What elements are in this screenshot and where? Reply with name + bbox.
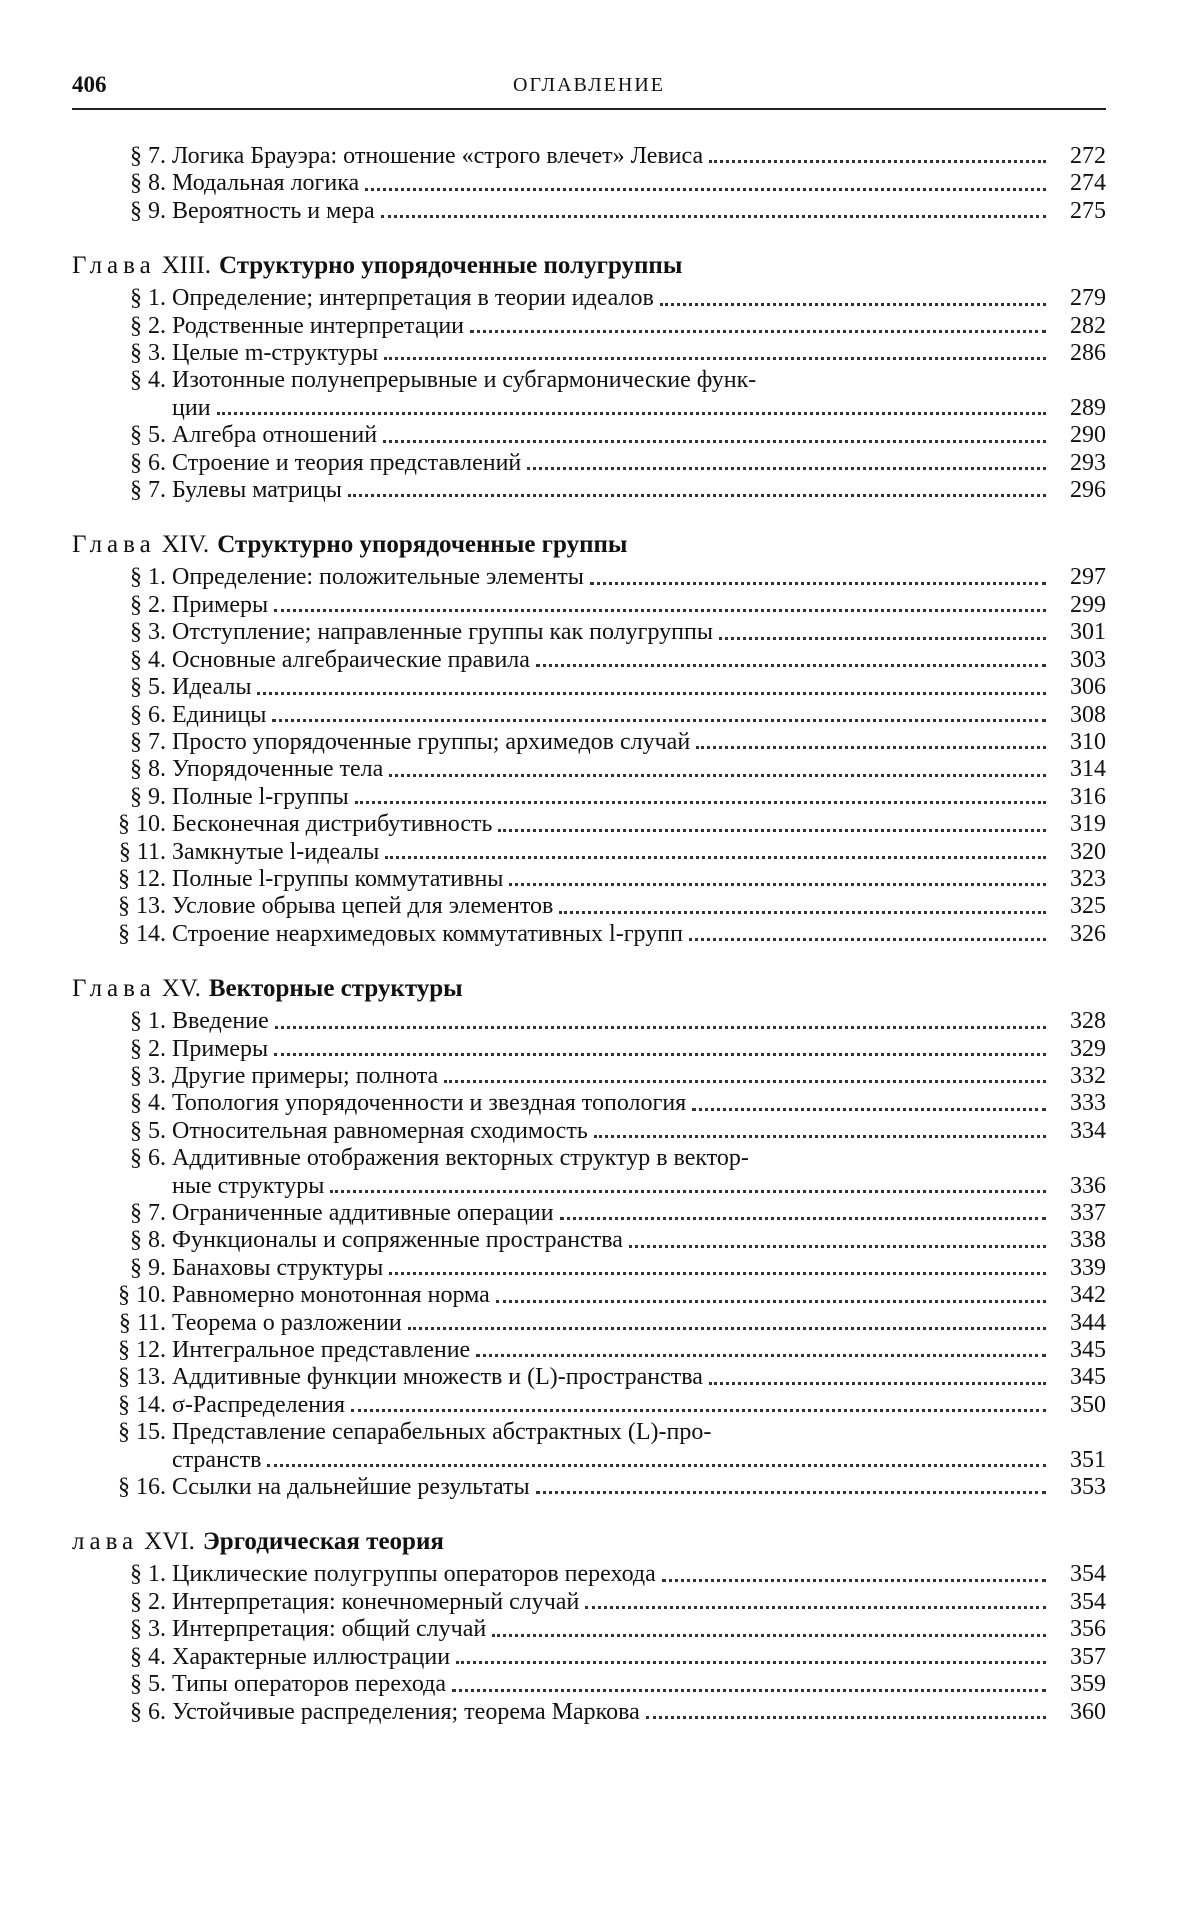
section-number: § 2. — [130, 312, 166, 339]
running-title: ОГЛАВЛЕНИЕ — [513, 74, 665, 96]
toc-entry — [72, 1063, 1106, 1090]
dot-leader — [351, 1409, 1046, 1412]
entry-title-continued: ции — [172, 394, 211, 421]
page-number: 406 — [72, 72, 107, 97]
dot-leader — [470, 330, 1046, 333]
section-number: § 3. — [130, 1616, 166, 1643]
entry-title: Аддитивные отображения векторных структур в вектор- — [172, 1145, 749, 1172]
section-number: § 10. — [118, 811, 166, 838]
chapter-number: XVI. — [144, 1528, 195, 1556]
toc-entry — [72, 1090, 1106, 1117]
dot-leader — [527, 467, 1046, 470]
entry-title: Булевы матрицы — [172, 477, 342, 504]
page-ref: 332 — [1070, 1062, 1106, 1089]
toc-entry — [72, 477, 1106, 504]
dot-leader — [496, 1300, 1046, 1303]
entry-title: Изотонные полунепрерывные и субгармонические функ- — [172, 367, 757, 394]
page-ref: 282 — [1070, 312, 1106, 339]
chapter-label: Глава — [72, 252, 156, 280]
chapter-heading — [72, 1527, 1106, 1557]
page-ref: 342 — [1070, 1282, 1106, 1309]
section-number: § 5. — [130, 1671, 166, 1698]
dot-leader — [452, 1689, 1046, 1692]
entry-title: Строение и теория представлений — [172, 449, 522, 476]
section-number: § 9. — [130, 783, 166, 810]
spacer — [72, 225, 1106, 239]
toc-entry — [72, 647, 1106, 674]
page-ref: 274 — [1070, 170, 1106, 197]
entry-title: Модальная логика — [172, 170, 360, 197]
toc-entry-line — [72, 1145, 1106, 1172]
toc-entry — [72, 592, 1106, 619]
section-number: § 6. — [130, 1145, 166, 1172]
table-of-contents — [72, 143, 1106, 1726]
toc-entry — [72, 1036, 1106, 1063]
entry-title: Циклические полугруппы операторов перехода — [172, 1561, 656, 1588]
dot-leader — [719, 637, 1046, 640]
section-number: § 1. — [130, 285, 166, 312]
entry-title: Интегральное представление — [172, 1337, 471, 1364]
page-ref: 329 — [1070, 1035, 1106, 1062]
toc-entry — [72, 674, 1106, 701]
section-number: § 13. — [118, 893, 166, 920]
chapter-number: XIV. — [161, 531, 210, 559]
toc-entry — [72, 422, 1106, 449]
dot-leader — [709, 1382, 1046, 1385]
page-ref: 286 — [1070, 340, 1106, 367]
entry-title: Равномерно монотонная норма — [172, 1282, 490, 1309]
entry-title: σ-Распределения — [172, 1391, 345, 1418]
page-ref: 338 — [1070, 1227, 1106, 1254]
entry-title: Определение; интерпретация в теории идеалов — [172, 285, 654, 312]
entry-title: Упорядоченные тела — [172, 756, 384, 783]
section-number: § 13. — [118, 1364, 166, 1391]
section-number: § 5. — [130, 674, 166, 701]
page-ref: 319 — [1070, 811, 1106, 838]
page-ref: 299 — [1070, 591, 1106, 618]
page-ref: 339 — [1070, 1254, 1106, 1281]
page-ref: 336 — [1070, 1172, 1106, 1199]
section-number: § 8. — [130, 756, 166, 783]
toc-entry — [72, 198, 1106, 225]
toc-entry — [72, 1671, 1106, 1698]
entry-title: Интерпретация: общий случай — [172, 1616, 487, 1643]
dot-leader — [389, 774, 1046, 777]
dot-leader — [384, 357, 1046, 360]
page-ref: 293 — [1070, 449, 1106, 476]
page-ref: 275 — [1070, 197, 1106, 224]
entry-title: Алгебра отношений — [172, 422, 378, 449]
chapter-label: лава — [72, 1528, 139, 1556]
chapter-heading — [72, 530, 1106, 560]
dot-leader — [355, 801, 1046, 804]
section-number: § 3. — [130, 1062, 166, 1089]
toc-entry — [72, 1561, 1106, 1588]
chapter-heading — [72, 974, 1106, 1004]
entry-title: Вероятность и мера — [172, 197, 375, 224]
page-ref: 354 — [1070, 1561, 1106, 1588]
entry-title: Примеры — [172, 591, 269, 618]
entry-title: Единицы — [172, 701, 267, 728]
dot-leader — [629, 1245, 1046, 1248]
dot-leader — [594, 1135, 1046, 1138]
entry-title: Полные l-группы коммутативны — [172, 865, 504, 892]
entry-title: Бесконечная дистрибутивность — [172, 811, 493, 838]
section-number: § 5. — [130, 1117, 166, 1144]
toc-entry — [72, 756, 1106, 783]
page-ref: 279 — [1070, 285, 1106, 312]
dot-leader — [456, 1661, 1046, 1664]
page-ref: 314 — [1070, 756, 1106, 783]
toc-entry — [72, 702, 1106, 729]
section-number: § 7. — [130, 143, 166, 169]
entry-title: Представление сепарабельных абстрактных (L)-про- — [172, 1419, 712, 1446]
entry-title: Типы операторов перехода — [172, 1671, 446, 1698]
section-number: § 15. — [118, 1419, 166, 1446]
chapter-number: XIII. — [161, 252, 211, 280]
dot-leader — [257, 692, 1046, 695]
entry-title: Полные l-группы — [172, 783, 349, 810]
toc-entry — [72, 729, 1106, 756]
section-number: § 4. — [130, 367, 166, 394]
dot-leader — [590, 582, 1046, 585]
dot-leader — [709, 160, 1046, 163]
section-number: § 7. — [130, 728, 166, 755]
toc-entry — [72, 1282, 1106, 1309]
toc-entry — [72, 1227, 1106, 1254]
toc-entry — [72, 1200, 1106, 1227]
entry-title: Характерные иллюстрации — [172, 1643, 451, 1670]
page-ref: 333 — [1070, 1090, 1106, 1117]
section-number: § 9. — [130, 1254, 166, 1281]
toc-entry — [72, 893, 1106, 920]
dot-leader — [275, 1026, 1046, 1029]
toc-entry — [72, 395, 1106, 422]
page-ref: 308 — [1070, 701, 1106, 728]
entry-title: Введение — [172, 1008, 269, 1035]
chapter-title: Векторные структуры — [208, 975, 463, 1003]
dot-leader — [585, 1606, 1046, 1609]
entry-title: Родственные интерпретации — [172, 312, 465, 339]
section-number: § 12. — [118, 1337, 166, 1364]
dot-leader — [408, 1327, 1046, 1330]
dot-leader — [559, 911, 1046, 914]
page-ref: 345 — [1070, 1337, 1106, 1364]
entry-title: Другие примеры; полнота — [172, 1062, 439, 1089]
chapter-title: Эргодическая теория — [202, 1528, 444, 1556]
page-ref: 306 — [1070, 674, 1106, 701]
entry-title: Ссылки на дальнейшие результаты — [172, 1474, 530, 1501]
page-ref: 301 — [1070, 619, 1106, 646]
entry-title: Относительная равномерная сходимость — [172, 1117, 588, 1144]
toc-entry — [72, 1118, 1106, 1145]
section-number: § 6. — [130, 701, 166, 728]
page-ref: 351 — [1070, 1446, 1106, 1473]
entry-title: Строение неархимедовых коммутативных l-групп — [172, 920, 683, 947]
chapter-label: Глава — [72, 975, 156, 1003]
page-ref: 272 — [1070, 143, 1106, 169]
section-number: § 1. — [130, 564, 166, 591]
dot-leader — [274, 1053, 1046, 1056]
entry-title: Ограниченные аддитивные операции — [172, 1200, 554, 1226]
dot-leader — [696, 746, 1046, 749]
dot-leader — [385, 856, 1046, 859]
page-ref: 323 — [1070, 865, 1106, 892]
section-number: § 8. — [130, 170, 166, 197]
section-number: § 12. — [118, 865, 166, 892]
dot-leader — [492, 1634, 1046, 1637]
entry-title: Банаховы структуры — [172, 1254, 384, 1281]
page-ref: 345 — [1070, 1364, 1106, 1391]
page-ref: 326 — [1070, 920, 1106, 947]
toc-entry — [72, 564, 1106, 591]
entry-title: Основные алгебраические правила — [172, 646, 530, 673]
section-number: § 1. — [130, 1008, 166, 1035]
toc-entry — [72, 170, 1106, 197]
entry-title: Устойчивые распределения; теорема Маркова — [172, 1698, 640, 1725]
page-ref: 359 — [1070, 1671, 1106, 1698]
section-number: § 3. — [130, 340, 166, 367]
page-ref: 316 — [1070, 783, 1106, 810]
toc-entry — [72, 313, 1106, 340]
page-ref: 350 — [1070, 1391, 1106, 1418]
toc-entry-line — [72, 1419, 1106, 1446]
toc-entry — [72, 921, 1106, 948]
page-ref: 289 — [1070, 394, 1106, 421]
page-ref: 297 — [1070, 564, 1106, 591]
dot-leader — [536, 1491, 1046, 1494]
entry-title: Определение: положительные элементы — [172, 564, 584, 591]
section-number: § 4. — [130, 1090, 166, 1117]
toc-entry — [72, 811, 1106, 838]
section-number: § 2. — [130, 1035, 166, 1062]
toc-entry — [72, 1447, 1106, 1474]
dot-leader — [274, 609, 1046, 612]
toc-entry — [72, 1337, 1106, 1364]
dot-leader — [348, 494, 1046, 497]
section-number: § 8. — [130, 1227, 166, 1254]
spacer — [72, 504, 1106, 518]
toc-entry — [72, 1699, 1106, 1726]
toc-entry — [72, 1008, 1106, 1035]
toc-entry — [72, 1364, 1106, 1391]
page-ref: 328 — [1070, 1008, 1106, 1035]
page-ref: 354 — [1070, 1588, 1106, 1615]
spacer — [72, 948, 1106, 962]
toc-entry — [72, 1173, 1106, 1200]
entry-title: Интерпретация: конечномерный случай — [172, 1588, 580, 1615]
section-number: § 11. — [118, 838, 166, 865]
page-ref: 290 — [1070, 422, 1106, 449]
entry-title-continued: странств — [172, 1446, 262, 1473]
toc-entry — [72, 1589, 1106, 1616]
entry-title: Замкнутые l-идеалы — [172, 838, 380, 865]
dot-leader — [662, 1579, 1046, 1582]
entry-title: Просто упорядоченные группы; архимедов случай — [172, 728, 691, 755]
entry-title: Аддитивные функции множеств и (L)-пространства — [172, 1364, 703, 1391]
section-number: § 7. — [130, 1200, 166, 1226]
dot-leader — [689, 938, 1046, 941]
page-ref: 353 — [1070, 1474, 1106, 1501]
entry-title: Логика Брауэра: отношение «строго влечет» Левиса — [172, 143, 704, 169]
dot-leader — [272, 719, 1046, 722]
entry-title: Идеалы — [172, 674, 252, 701]
section-number: § 4. — [130, 646, 166, 673]
section-number: § 16. — [118, 1474, 166, 1501]
toc-entry — [72, 143, 1106, 170]
entry-title: Теорема о разложении — [172, 1309, 402, 1336]
toc-entry — [72, 1616, 1106, 1643]
entry-title: Примеры — [172, 1035, 269, 1062]
page-ref: 303 — [1070, 646, 1106, 673]
dot-leader — [536, 664, 1046, 667]
entry-title-continued: ные структуры — [172, 1172, 325, 1199]
toc-entry — [72, 1644, 1106, 1671]
toc-entry-line — [72, 367, 1106, 394]
section-number: § 14. — [118, 920, 166, 947]
section-number: § 2. — [130, 591, 166, 618]
entry-title: Целые m-структуры — [172, 340, 379, 367]
page-ref: 357 — [1070, 1643, 1106, 1670]
toc-entry — [72, 1392, 1106, 1419]
toc-entry — [72, 1255, 1106, 1282]
entry-title: Топология упорядоченности и звездная топология — [172, 1090, 687, 1117]
toc-entry — [72, 839, 1106, 866]
toc-entry — [72, 784, 1106, 811]
toc-entry — [72, 450, 1106, 477]
dot-leader — [330, 1190, 1046, 1193]
section-number: § 9. — [130, 197, 166, 224]
section-number: § 10. — [118, 1282, 166, 1309]
toc-entry — [72, 1310, 1106, 1337]
dot-leader — [476, 1354, 1046, 1357]
section-number: § 14. — [118, 1391, 166, 1418]
section-number: § 4. — [130, 1643, 166, 1670]
chapter-heading — [72, 251, 1106, 281]
dot-leader — [383, 440, 1046, 443]
toc-entry — [72, 285, 1106, 312]
dot-leader — [365, 188, 1046, 191]
dot-leader — [498, 829, 1046, 832]
section-number: § 3. — [130, 619, 166, 646]
toc-entry — [72, 866, 1106, 893]
section-number: § 11. — [118, 1309, 166, 1336]
chapter-title: Структурно упорядоченные группы — [217, 531, 628, 559]
page-ref: 344 — [1070, 1309, 1106, 1336]
page-ref: 325 — [1070, 893, 1106, 920]
toc-entry — [72, 340, 1106, 367]
dot-leader — [560, 1217, 1046, 1220]
dot-leader — [381, 215, 1046, 218]
chapter-label: Глава — [72, 531, 156, 559]
toc-entry — [72, 619, 1106, 646]
section-number: § 2. — [130, 1588, 166, 1615]
dot-leader — [660, 303, 1046, 306]
dot-leader — [692, 1108, 1046, 1111]
section-number: § 6. — [130, 1698, 166, 1725]
dot-leader — [267, 1464, 1046, 1467]
section-number: § 6. — [130, 449, 166, 476]
page-ref: 310 — [1070, 728, 1106, 755]
entry-title: Отступление; направленные группы как полугруппы — [172, 619, 713, 646]
chapter-number: XV. — [161, 975, 201, 1003]
page-ref: 337 — [1070, 1200, 1106, 1226]
section-number: § 7. — [130, 477, 166, 504]
dot-leader — [509, 883, 1046, 886]
dot-leader — [646, 1716, 1046, 1719]
section-number: § 5. — [130, 422, 166, 449]
page-ref: 296 — [1070, 477, 1106, 504]
page-ref: 320 — [1070, 838, 1106, 865]
spacer — [72, 1501, 1106, 1515]
dot-leader — [217, 412, 1046, 415]
entry-title: Функционалы и сопряженные пространства — [172, 1227, 623, 1254]
toc-entry — [72, 1474, 1106, 1501]
entry-title: Условие обрыва цепей для элементов — [172, 893, 554, 920]
dot-leader — [444, 1080, 1046, 1083]
page-ref: 360 — [1070, 1698, 1106, 1725]
page-ref: 334 — [1070, 1117, 1106, 1144]
page-ref: 356 — [1070, 1616, 1106, 1643]
chapter-title: Структурно упорядоченные полугруппы — [219, 252, 683, 280]
section-number: § 1. — [130, 1561, 166, 1588]
page-header — [72, 72, 1106, 110]
dot-leader — [389, 1272, 1046, 1275]
